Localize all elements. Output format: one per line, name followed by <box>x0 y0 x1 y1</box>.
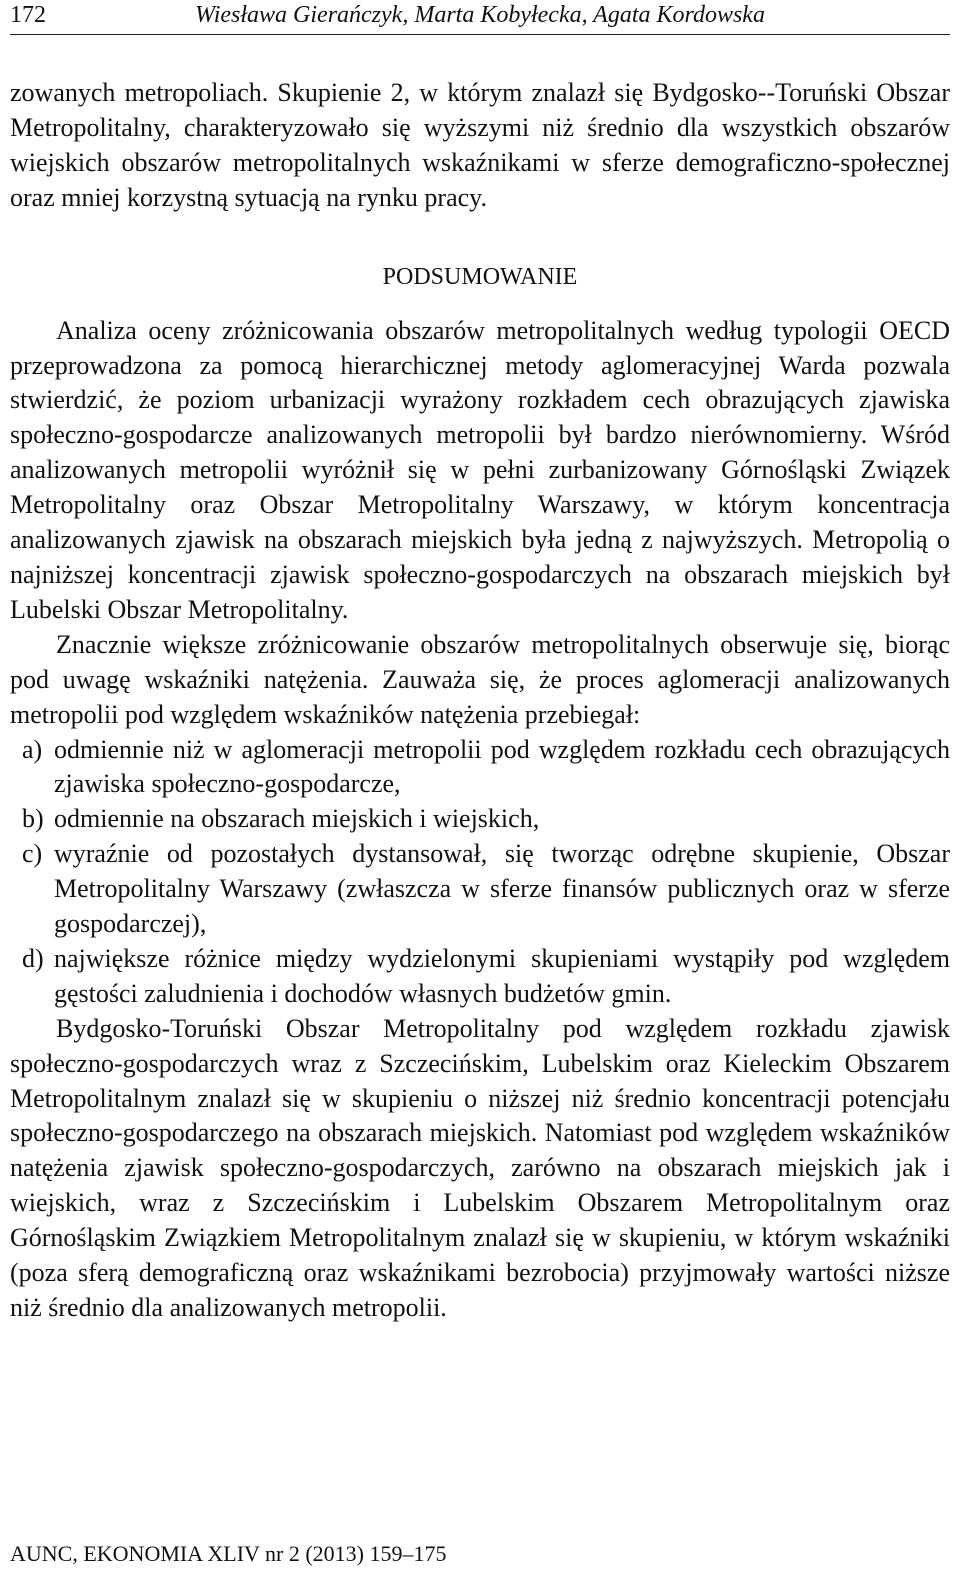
final-paragraph: Bydgosko-Toruński Obszar Metropolitalny pod względem rozkładu zjawisk społeczno-gospodarczych wraz z Szczecińskim, Lubelskim oraz Kieleckim Obszarem Metropolitalnym znalazł się w skupieniu o niższej niż średnio koncentracji potencjału społeczno-gospodarczego na obszarach miejskich. Natomiast pod względem wskaźników natężenia zjawisk społeczno-gospodarczych, zarówno na obszarach miejskich jak i wiejskich, wraz z Szczecińskim i Lubelskim Obszarem Metropolitalnym oraz Górnośląskim Związkiem Metropolitalnym znalazł się w skupieniu, w którym wskaźniki (poza sferą demograficzną oraz wskaźnikami bezrobocia) przyjmowały wartości niższe niż średnio dla analizowanych metropolii. <box>10 1013 950 1322</box>
list-marker: b) <box>22 804 44 834</box>
summary-paragraph-2: Znacznie większe zróżnicowanie obszarów metropolitalnych obserwuje się, biorąc pod uwagę wskaźniki natężenia. Zauważa się, że proces aglomeracji analizowanych metropolii pod względem wskaźników natężenia przebiegał: <box>10 629 950 729</box>
page-body <box>10 76 950 1326</box>
summary-paragraph-1: Analiza oceny zróżnicowania obszarów metropolitalnych według typologii OECD przeprowadzona za pomocą hierarchicznej metody aglomeracyjnej Warda pozwala stwierdzić, że poziom urbanizacji wyrażony rozkładem cech obrazujących zjawiska społeczno-gospodarcze analizowanych metropolii był bardzo nierównomierny. Wśród analizowanych metropolii wyróżnił się w pełni zurbanizowany Górnośląski Związek Metropolitalny oraz Obszar Metropolitalny Warszawy, w którym koncentracja analizowanych zjawisk na obszarach miejskich była jedną z najwyższych. Metropolią o najniższej koncentracji zjawisk społeczno-gospodarczych na obszarach miejskich był Lubelski Obszar Metropolitalny. <box>10 315 950 624</box>
list-marker: d) <box>22 943 44 973</box>
page-footer-citation: AUNC, EKONOMIA XLIV nr 2 (2013) 159–175 <box>10 1541 447 1566</box>
list-item-text: odmiennie niż w aglomeracji metropolii pod względem rozkładu cech obrazujących zjawiska społeczno-gospodarcze, <box>54 734 950 799</box>
list-item <box>10 733 950 803</box>
list-marker: c) <box>22 839 43 869</box>
list-item-text: wyraźnie od pozostałych dystansował, się tworząc odrębne skupienie, Obszar Metropolitalny Warszawy (zwłaszcza w sferze finansów publicznych oraz w sferze gospodarczej), <box>54 839 950 939</box>
list-item-text: największe różnice między wydzielonymi skupieniami wystąpiły pod względem gęstości zaludnienia i dochodów własnych budżetów gmin. <box>54 943 950 1008</box>
list-marker: a) <box>22 734 43 764</box>
list-item <box>10 837 950 942</box>
page-header <box>10 0 950 35</box>
list-item <box>10 802 950 837</box>
running-head-authors: Wiesława Gierańczyk, Marta Kobyłecka, Agata Kordowska <box>195 2 765 28</box>
list-item-text: odmiennie na obszarach miejskich i wiejskich, <box>54 804 540 834</box>
findings-list <box>10 733 950 1012</box>
page-number: 172 <box>10 2 46 28</box>
section-heading: PODSUMOWANIE <box>382 263 578 290</box>
list-item <box>10 942 950 1012</box>
intro-paragraph: zowanych metropoliach. Skupienie 2, w którym znalazł się Bydgosko--Toruński Obszar Metropolitalny, charakteryzowało się wyższymi niż średnio dla wszystkich obszarów wiejskich obszarów metropolitalnych wskaźnikami w sferze demograficzno-społecznej oraz mniej korzystną sytuacją na rynku pracy. <box>10 78 950 212</box>
